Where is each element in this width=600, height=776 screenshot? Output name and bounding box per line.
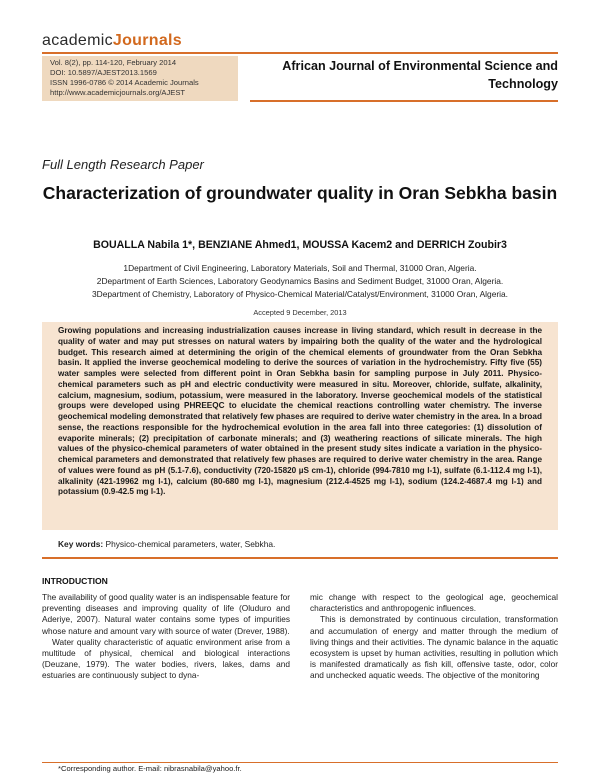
publisher-logo [42,32,182,50]
footnote-divider [42,762,558,763]
header-divider [42,52,558,54]
paragraph: Water quality characteristic of aquatic environment arise from a multitude of physical, chemical and biological interactions (Deuzane, 1979). The water bodies, rivers, lakes, dams and estuaries are continuously subject to dyna- [42,636,290,681]
affiliation-2: 2Department of Earth Sciences, Laboratory Geodynamics Basins and Sediment Budget, 31000 Oran, Algeria. [96,276,504,286]
paragraph: The availability of good quality water is an indispensable feature for preventing diseases and improving quality of life (Oluduro and Aderiye, 2007). Natural water contains some types of impurities whose nature and amount vary with source of water (Drever, 1988). [42,592,290,636]
paragraph: mic change with respect to the geological age, geochemical characteristics and anthropogenic influences. [310,592,558,614]
keywords [58,539,275,549]
affiliation-1: 1Department of Civil Engineering, Laboratory Materials, Soil and Thermal, 31000 Oran, Algeria. [123,263,477,273]
abstract-text: Growing populations and increasing industrialization causes increase in living standard, which result in decrease in the quality of water and may put stresses on natural waters by impairing both the quality of the water and the hydrological budget. This research aimed at determining the origin of the chemical elements of groundwater from the Oran Sebkha basin. It applied the inverse geochemical modeling to derive the sources of variation in the hydrochemistry. Fifty five (55) water samples were selected from different point in Oran Sebkha basin for sampling purpose in July 2011. Physico-chemical parameters such as pH and electric conductivity were measured in situ. Moreover, chloride, sulfate, alkalinity, calcium, magnesium, sodium, potassium, were measured in the laboratory. Inverse geochemical models of the statistical groups were developed using PHREEQC to elucidate the chemical reactions controlling water chemistry. The inverse geochemical modeling demonstrated that relatively few phases are required to derive water chemistry in the area. In a broad sense, the reactions responsible for the hydrochemical evolution in the area fall into three categories: (1) dissolution of evaporite minerals; (2) precipitation of carbonate minerals; and (3) weathering reactions of silicate minerals. The high values of the physico-chemical parameters of water obtained in the present study sites indicate a variation in the physico-chemical parameters and demonstrated that relatively few phases are required to derive water chemistry in the area. Range of values were found as pH (5.1-7.6), conductivity (720-15820 µS cm-1), chloride (994-7810 mg l-1), sulfate (6.1-112.4 mg l-1), alkalinity (421-19962 mg l-1), calcium (80-680 mg l-1), magnesium (212.4-4525 mg l-1), sodium (124.2-4687.4 mg l-1) and potassium (0.9-42.5 mg l-1). [58,326,542,497]
meta-doi: DOI: 10.5897/AJEST2013.1569 [50,68,157,77]
body-column-right [310,592,558,682]
paragraph: This is demonstrated by continuous circulation, transformation and accumulation of energy and matter through the medium of living things and their activities. The dynamic balance in the aquatic ecosystem is upset by human activities, resulting in pollution which is manifested dramatically as fish kill, offensive taste, odor, color and unchecked aquatic weeds. The objective of the monitoring [310,614,558,681]
journal-title: African Journal of Environmental Science and Technology [282,59,558,91]
author-list: BOUALLA Nabila 1*, BENZIANE Ahmed1, MOUSSA Kacem2 and DERRICH Zoubir3 [93,239,507,251]
logo-text-journals: Journals [112,32,182,49]
body-column-left [42,592,290,682]
meta-issn: ISSN 1996-0786 © 2014 Academic Journals [50,78,199,87]
affiliation-3: 3Department of Chemistry, Laboratory of Physico-Chemical Material/Catalyst/Environment, 31000 Oran, Algeria. [92,289,508,299]
article-type: Full Length Research Paper [42,157,204,172]
meta-volume: Vol. 8(2), pp. 114-120, February 2014 [50,58,177,67]
abstract-box [42,322,558,530]
keywords-text: Physico-chemical parameters, water, Sebkha. [105,539,276,549]
section-heading-introduction: INTRODUCTION [42,576,108,586]
accepted-date: Accepted 9 December, 2013 [253,308,347,317]
logo-text-academic: academic [42,32,113,49]
keywords-label: Key words: [58,539,104,549]
journal-divider [250,100,558,102]
keywords-divider [42,557,558,559]
article-title: Characterization of groundwater quality in Oran Sebkha basin [42,183,558,203]
meta-url[interactable]: http://www.academicjournals.org/AJEST [50,88,186,97]
article-meta-box [42,56,238,101]
corresponding-author-footnote: *Corresponding author. E-mail: nibrasnabila@yahoo.fr. [58,764,242,773]
